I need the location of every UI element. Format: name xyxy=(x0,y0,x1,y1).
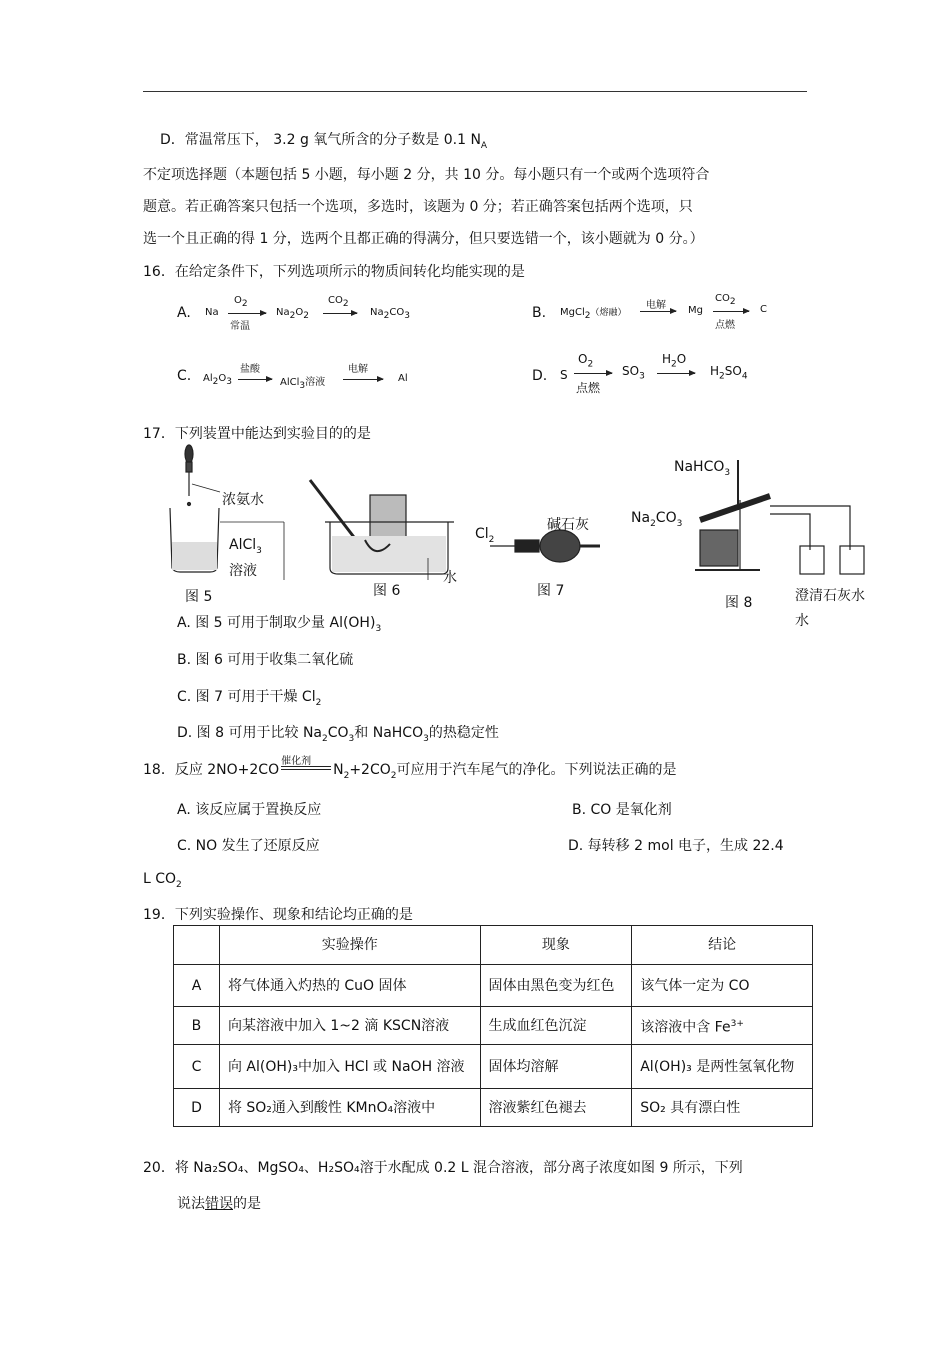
section-instructions-2: 题意。若正确答案只包括一个选项，多选时，该题为 0 分；若正确答案包括两个选项，只 xyxy=(143,199,693,215)
fig7-caption: 图 7 xyxy=(537,583,565,599)
fig5-label-solution: 溶液 xyxy=(229,563,257,579)
fig5-label-ammonia: 浓氨水 xyxy=(222,492,264,508)
q18-option-d-cont: L $CO_2$ xyxy=(143,871,182,890)
table-row: D 将 SO₂通入到酸性 KMnO₄溶液中 溶液紫红色褪去 SO₂ 具有漂白性 xyxy=(174,1089,813,1127)
section-instructions-3: 选一个且正确的得 1 分，选两个且都正确的得满分，但只要选错一个，该小题就为 0 分。） xyxy=(143,231,704,247)
arrow xyxy=(657,373,695,374)
fig7-label: 碱石灰 xyxy=(547,517,589,533)
q15-option-d: D．常温常压下， 3.2 g 氧气所含的分子数是 0.1 $N_A$ xyxy=(160,132,488,151)
q16-stem: 16．在给定条件下，下列选项所示的物质间转化均能实现的是 xyxy=(143,264,525,280)
table-row: B 向某溶液中加入 1~2 滴 KSCN溶液 生成血红色沉淀 该溶液中含 $Fe^{3+}$ xyxy=(174,1007,813,1045)
q17-option-b: B. 图 6 可用于收集二氧化硫 xyxy=(177,652,354,668)
fig7-drawing xyxy=(490,530,600,562)
arrow xyxy=(640,311,676,312)
q17-option-c: C. 图 7 可用于干燥 $Cl_2$ xyxy=(177,689,322,708)
arrow xyxy=(323,313,357,314)
q17-stem: 17．下列装置中能达到实验目的的是 xyxy=(143,426,371,442)
fig6-label-water: 水 xyxy=(443,570,457,586)
arrow xyxy=(238,379,272,380)
q18-option-d: D. 每转移 2 mol 电子，生成 22.4 xyxy=(568,838,784,854)
table-header-row: 实验操作 现象 结论 xyxy=(174,926,813,965)
fig8-caption: 图 8 xyxy=(725,595,753,611)
q17-option-d: D. 图 8 可用于比较 $Na_2CO_3$和 NaHCO$_3$的热稳定性 xyxy=(177,725,499,744)
section-instructions-1: 不定项选择题（本题包括 5 小题，每小题 2 分，共 10 分。每小题只有一个或两个选项符合 xyxy=(143,167,710,183)
fig8-label-limewater: 澄清石灰水 xyxy=(795,588,865,604)
q19-table xyxy=(173,925,813,1127)
fig8-label-water: 水 xyxy=(795,613,809,629)
q18-option-b: B. CO 是氧化剂 xyxy=(572,802,672,818)
q17-option-a: A. 图 5 可用于制取少量 $Al(OH)_3$ xyxy=(177,615,382,634)
table-row: A 将气体通入灼热的 CuO 固体 固体由黑色变为红色 该气体一定为 CO xyxy=(174,965,813,1007)
arrow xyxy=(713,311,749,312)
q18-stem: 18．反应 2NO+2CO 催化剂 $N_2+2CO_2$可应用于汽车尾气的净化。下列说法正确的是 xyxy=(143,756,677,781)
q18-option-a: A. 该反应属于置换反应 xyxy=(177,802,322,818)
fig5-caption: 图 5 xyxy=(185,589,213,605)
table-row: C 向 Al(OH)₃中加入 HCl 或 NaOH 溶液 固体均溶解 Al(OH)₃ 是两性氢氧化物 xyxy=(174,1045,813,1089)
q18-option-c: C. NO 发生了还原反应 xyxy=(177,838,320,854)
arrow xyxy=(574,373,612,374)
q20-stem-line2: 说法错误的是 xyxy=(177,1196,261,1212)
fig6-caption: 图 6 xyxy=(373,583,401,599)
fig6-drawing xyxy=(310,480,454,580)
header-rule xyxy=(143,91,807,92)
q17-figures xyxy=(160,440,880,620)
arrow xyxy=(343,379,383,380)
fig5-drawing xyxy=(170,445,284,580)
arrow xyxy=(228,313,266,314)
q20-stem-line1: 20．将 Na₂SO₄、MgSO₄、H₂SO₄溶于水配成 0.2 L 混合溶液，部分离子浓度如图 9 所示，下列 xyxy=(143,1160,743,1176)
q19-stem: 19．下列实验操作、现象和结论均正确的是 xyxy=(143,907,413,923)
